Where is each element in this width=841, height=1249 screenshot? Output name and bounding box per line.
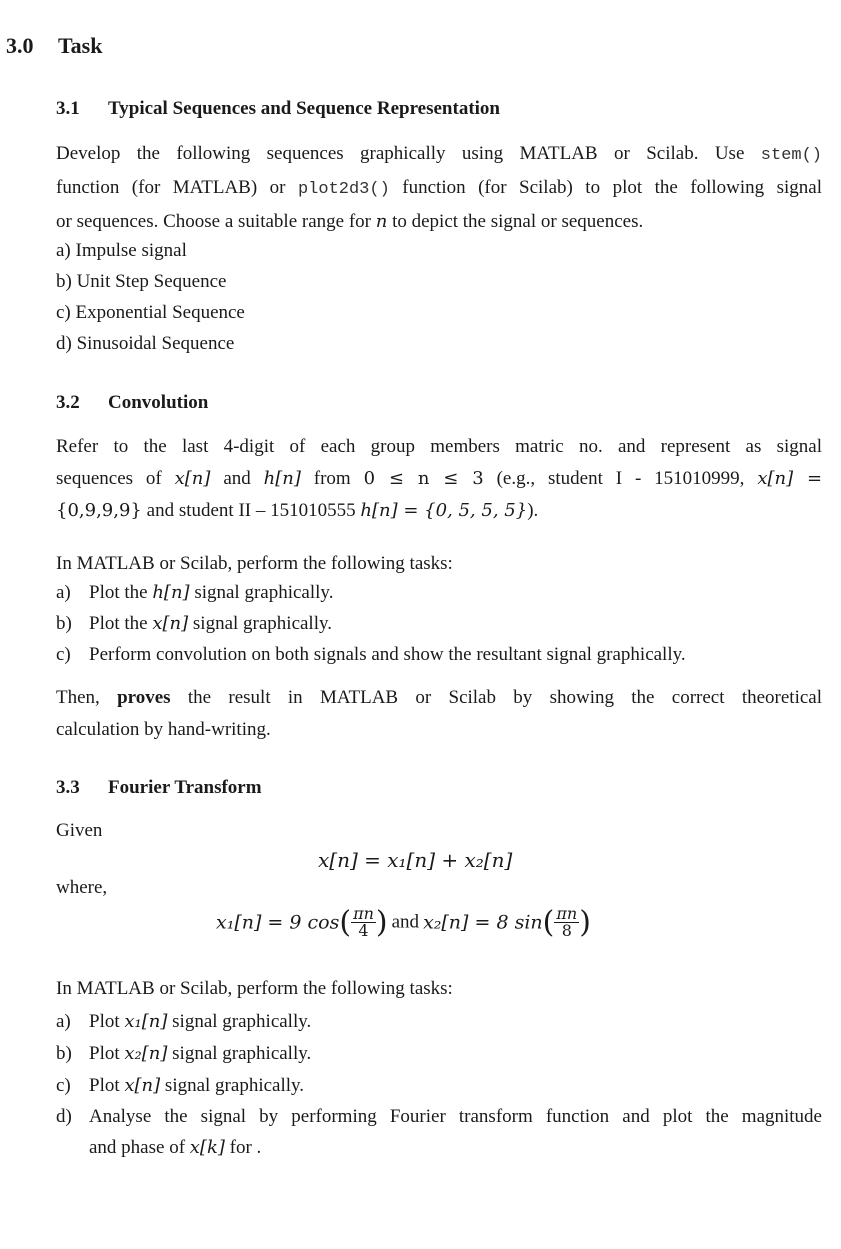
task-d-line-1: Analyse the signal by performing Fourier transform function and plot the magnitude bbox=[89, 1106, 822, 1127]
intro-line-1 bbox=[56, 138, 822, 172]
intro-text: to depict the signal or sequences. bbox=[392, 211, 644, 232]
intro-text: Develop the following sequences graphically using MATLAB or Scilab. Use bbox=[56, 143, 745, 164]
proves-paragraph bbox=[56, 682, 822, 746]
math-var: x₂[n] bbox=[124, 1043, 168, 1064]
section-3-2-heading bbox=[56, 392, 208, 414]
text: the result in MATLAB or Scilab by showing the correct theoretical bbox=[187, 687, 822, 708]
item-label: a) bbox=[56, 1011, 71, 1032]
text: Plot bbox=[89, 1075, 120, 1096]
conv-line-2 bbox=[56, 463, 822, 495]
conv-tasks-intro: In MATLAB or Scilab, perform the following tasks: bbox=[56, 553, 453, 574]
math-h-n: h[n] bbox=[263, 468, 301, 489]
math-var: h[n] bbox=[152, 582, 190, 603]
fraction-pi-n-8 bbox=[554, 906, 579, 939]
section-3-1-list bbox=[56, 235, 245, 359]
fourier-tasks-intro: In MATLAB or Scilab, perform the following tasks: bbox=[56, 978, 453, 999]
conv-task-list bbox=[56, 577, 686, 670]
text: from bbox=[313, 468, 351, 489]
section-3-2-body bbox=[56, 431, 822, 527]
text: and bbox=[223, 468, 251, 489]
item-label: a) bbox=[56, 582, 71, 603]
item-label: b) bbox=[56, 1043, 72, 1064]
task-d-line-2 bbox=[89, 1132, 822, 1163]
heading-title: Task bbox=[58, 33, 103, 58]
text: signal graphically. bbox=[172, 1011, 312, 1032]
equation-components bbox=[216, 905, 591, 940]
list-item: a) Impulse signal bbox=[56, 240, 187, 261]
item-label: b) bbox=[56, 613, 72, 634]
proves-bold: proves bbox=[117, 687, 171, 708]
list-item: d) Sinusoidal Sequence bbox=[56, 333, 235, 354]
intro-text: function (for Scilab) to plot the following signal bbox=[402, 177, 823, 198]
text: Perform convolution on both signals and show the resultant signal graphically. bbox=[89, 644, 686, 665]
math-set-x: {0,9,9,9} bbox=[56, 500, 142, 521]
text: signal graphically. bbox=[192, 613, 333, 634]
math-x-n: x[n] bbox=[174, 468, 211, 489]
item-label: c) bbox=[56, 644, 71, 665]
intro-text: function (for MATLAB) or bbox=[56, 177, 286, 198]
list-item bbox=[56, 639, 686, 670]
code-stem: stem() bbox=[760, 146, 823, 165]
math-x-k: x[k] bbox=[189, 1137, 225, 1158]
frac-denominator: 4 bbox=[358, 921, 369, 940]
math-h-eq: h[n] = {0, 5, 5, 5} bbox=[360, 500, 528, 521]
code-plot2d3: plot2d3() bbox=[297, 180, 390, 199]
math-var-n: n bbox=[375, 211, 388, 232]
math-var: x₁[n] bbox=[124, 1011, 168, 1032]
conv-line-3 bbox=[56, 495, 822, 527]
paren-open: ( bbox=[542, 905, 555, 940]
list-item bbox=[56, 1101, 822, 1163]
math-var: x[n] bbox=[152, 613, 189, 634]
proves-line-1 bbox=[56, 682, 822, 714]
section-number: 3.2 bbox=[56, 392, 80, 413]
list-item: b) Unit Step Sequence bbox=[56, 271, 227, 292]
list-item bbox=[56, 577, 686, 608]
paren-close: ) bbox=[579, 905, 591, 940]
section-number: 3.3 bbox=[56, 777, 80, 798]
given-label: Given bbox=[56, 820, 103, 841]
text: Plot the bbox=[89, 582, 148, 603]
item-label: c) bbox=[56, 1075, 71, 1096]
section-3-1-heading bbox=[56, 98, 500, 120]
math-x2-def: x₂[n] = 8 sin bbox=[423, 911, 543, 934]
list-item bbox=[56, 608, 686, 639]
proves-line-2: calculation by hand-writing. bbox=[56, 719, 271, 740]
fraction-pi-n-4 bbox=[351, 906, 376, 939]
text: Plot bbox=[89, 1043, 120, 1064]
list-item bbox=[56, 1038, 311, 1069]
list-item bbox=[56, 1006, 311, 1037]
text: Plot bbox=[89, 1011, 120, 1032]
section-title: Fourier Transform bbox=[108, 777, 262, 798]
frac-denominator: 8 bbox=[561, 921, 572, 940]
list-item: c) Exponential Sequence bbox=[56, 302, 245, 323]
text: and phase of bbox=[89, 1137, 186, 1158]
text: sequences of bbox=[56, 468, 162, 489]
frac-numerator: πn bbox=[556, 904, 578, 923]
section-title: Typical Sequences and Sequence Representation bbox=[108, 98, 500, 119]
section-title: Convolution bbox=[108, 392, 209, 413]
conv-line-1: Refer to the last 4-digit of each group members matric no. and represent as signal bbox=[56, 436, 822, 457]
text: and bbox=[391, 911, 420, 933]
text: for . bbox=[229, 1137, 262, 1158]
heading-number: 3.0 bbox=[6, 33, 34, 58]
math-range: 0 ≤ n ≤ 3 bbox=[363, 468, 484, 489]
item-label: d) bbox=[56, 1106, 72, 1127]
text: signal graphically. bbox=[164, 1075, 305, 1096]
list-item bbox=[56, 1070, 311, 1101]
section-number: 3.1 bbox=[56, 98, 80, 119]
intro-line-3 bbox=[56, 206, 822, 238]
task-d-text bbox=[89, 1101, 822, 1163]
where-label: where, bbox=[56, 877, 108, 898]
text: Then, bbox=[56, 687, 100, 708]
math-var: x[n] bbox=[124, 1075, 161, 1096]
intro-text: or sequences. Choose a suitable range for bbox=[56, 211, 371, 232]
text: (e.g., student I - 151010999, bbox=[496, 468, 745, 489]
intro-line-2 bbox=[56, 172, 822, 206]
paren-open: ( bbox=[339, 905, 352, 940]
text: signal graphically. bbox=[194, 582, 334, 603]
fourier-task-list bbox=[56, 1006, 311, 1101]
text: and student II – 151010555 bbox=[146, 500, 356, 521]
section-3-1-intro bbox=[56, 138, 822, 238]
equation-x-sum: x[n] = x₁[n] + x₂[n] bbox=[318, 848, 513, 872]
text: signal graphically. bbox=[172, 1043, 312, 1064]
fourier-task-d bbox=[56, 1101, 822, 1163]
math-x1-def: x₁[n] = 9 cos bbox=[216, 911, 340, 934]
math-x-eq: x[n] = bbox=[757, 468, 823, 489]
paren-close: ) bbox=[375, 905, 388, 940]
section-3-3-heading bbox=[56, 777, 262, 799]
text: Plot the bbox=[89, 613, 148, 634]
text: ). bbox=[527, 500, 539, 521]
frac-numerator: πn bbox=[353, 904, 374, 923]
main-heading bbox=[6, 33, 102, 59]
